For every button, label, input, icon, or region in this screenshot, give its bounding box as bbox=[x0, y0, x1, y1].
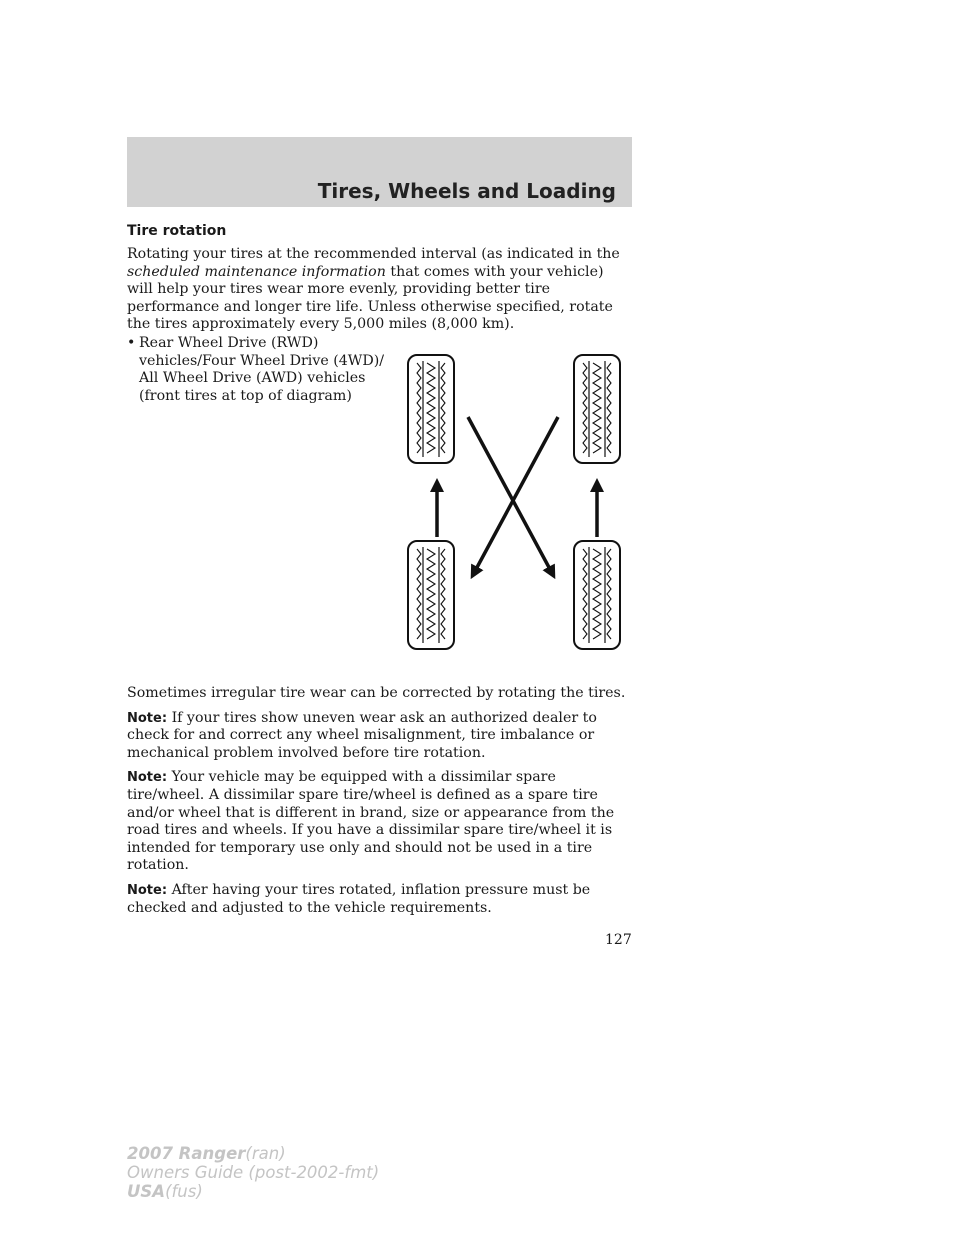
note-label: Note: bbox=[127, 770, 168, 786]
tire-rotation-heading: Tire rotation bbox=[127, 223, 227, 239]
rear-right-tire bbox=[574, 541, 620, 649]
note-dissimilar-spare bbox=[127, 769, 632, 875]
footer-model: 2007 Ranger bbox=[127, 1144, 246, 1163]
bullet-marker: • bbox=[127, 335, 136, 351]
front-right-tire bbox=[574, 355, 620, 463]
front-left-tire bbox=[408, 355, 454, 463]
intro-text-end: that comes with your vehicle) will help your tires wear more evenly, providing better tire performance and longer tire life. Unless otherwise specified, rotate the tires approximately every 5,000 miles (8,000 km). bbox=[127, 263, 613, 333]
tire-rotation-section bbox=[127, 222, 632, 340]
note-misalignment bbox=[127, 710, 632, 763]
tire-rotation-intro bbox=[127, 246, 632, 334]
note-text: If your tires show uneven wear ask an authorized dealer to check for and correct any wheel misalignment, tire imbalance or mechanical problem involved before tire rotation. bbox=[127, 709, 597, 761]
note-inflation-pressure bbox=[127, 882, 632, 917]
rear-left-tire bbox=[408, 541, 454, 649]
intro-text-start: Rotating your tires at the recommended interval (as indicated in the bbox=[127, 246, 620, 262]
footer-market: USA bbox=[127, 1182, 166, 1201]
note-label: Note: bbox=[127, 710, 168, 726]
footer-line-model bbox=[127, 1144, 379, 1163]
note-text: Your vehicle may be equipped with a dissimilar spare tire/wheel. A dissimilar spare tire/wheel is defined as a spare tire and/or wheel that is different in brand, size or appearance from the road tires and wheels. If you have a dissimilar spare tire/wheel it is intended for temporary use only and should not be used in a tire rotation. bbox=[127, 769, 615, 874]
drive-type-bullet-text: Rear Wheel Drive (RWD) vehicles/Four Wheel Drive (4WD)/ All Wheel Drive (AWD) vehicles (front tires at top of diagram) bbox=[139, 335, 385, 404]
page-number: 127 bbox=[605, 932, 632, 948]
note-text: After having your tires rotated, inflation pressure must be checked and adjusted to the vehicle requirements. bbox=[127, 881, 591, 916]
footer-line-market bbox=[127, 1182, 379, 1201]
front-right-to-rear-left-arrow bbox=[474, 417, 558, 573]
section-header-band bbox=[127, 137, 632, 207]
irregular-wear-paragraph: Sometimes irregular tire wear can be corrected by rotating the tires. bbox=[127, 685, 626, 701]
tire-rotation-notes bbox=[127, 685, 632, 924]
scheduled-maintenance-reference: scheduled maintenance information bbox=[127, 263, 386, 280]
footer-guide: Owners Guide (post-2002-fmt) bbox=[127, 1163, 380, 1182]
front-left-to-rear-right-arrow bbox=[468, 417, 552, 573]
drive-type-bullet bbox=[127, 335, 387, 405]
section-title: Tires, Wheels and Loading bbox=[317, 179, 616, 203]
footer-market-code: (fus) bbox=[165, 1182, 203, 1201]
tire-rotation-diagram-icon bbox=[400, 345, 640, 665]
document-footer bbox=[127, 1144, 379, 1201]
footer-model-code: (ran) bbox=[245, 1144, 286, 1163]
note-label: Note: bbox=[127, 882, 168, 898]
